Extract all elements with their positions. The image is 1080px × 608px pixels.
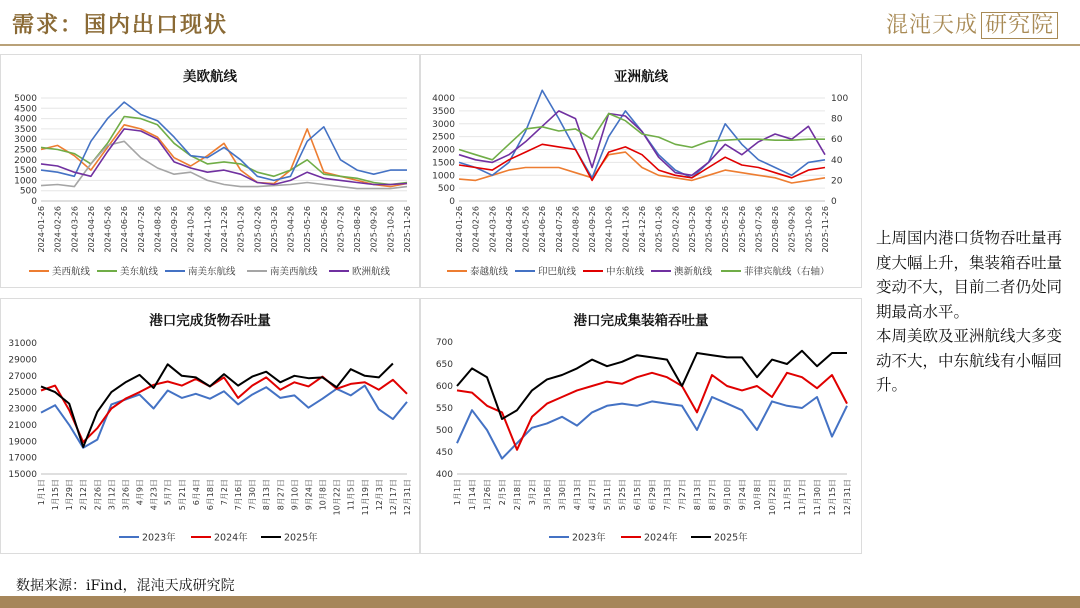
- x-tick-label: 5月7日: [163, 479, 173, 506]
- x-tick-label: 10月22日: [332, 479, 342, 516]
- chart-title: 港口完成集装箱吞吐量: [573, 313, 709, 329]
- x-tick-label: 2025-01-26: [654, 205, 664, 253]
- x-tick-label: 2月12日: [79, 479, 89, 511]
- x-tick-label: 2025-06-26: [319, 206, 329, 253]
- brand-name: 混沌天成: [885, 13, 978, 38]
- x-tick-label: 11月30日: [813, 479, 822, 516]
- legend-label: 澳新航线: [674, 266, 713, 278]
- x-tick-label: 11月19日: [360, 479, 370, 516]
- x-tick-label: 2024-04-26: [504, 206, 514, 253]
- x-tick-label: 5月11日: [603, 479, 612, 511]
- x-tick-label: 9月24日: [304, 479, 314, 511]
- x-tick-label: 1月1日: [453, 479, 462, 506]
- x-tick-label: 12月3日: [374, 479, 384, 511]
- series-line: [41, 364, 393, 448]
- y-tick-label: 550: [435, 404, 453, 414]
- x-tick-label: 11月5日: [346, 479, 356, 511]
- x-tick-label: 8月13日: [262, 479, 272, 511]
- chart-us-eu-routes: [1, 55, 419, 287]
- x-tick-label: 2024-11-26: [621, 206, 631, 253]
- chart-panel-us-eu: [0, 54, 420, 288]
- y2-tick-label: 60: [831, 135, 843, 146]
- legend-label: 2024年: [214, 532, 248, 544]
- legend-label: 2025年: [714, 532, 748, 544]
- y-tick-label: 450: [435, 448, 453, 458]
- x-tick-label: 3月12日: [107, 479, 117, 511]
- y-tick-label: 2000: [14, 155, 37, 166]
- y-tick-label: 1500: [432, 158, 455, 169]
- chart-port-container-throughput: [421, 299, 861, 553]
- brand-box: 研究院: [981, 12, 1058, 39]
- legend-label: 印巴航线: [538, 266, 577, 278]
- y-tick-label: 4000: [432, 94, 455, 104]
- x-tick-label: 2024-11-26: [203, 206, 213, 253]
- chart-panel-asia: [420, 54, 862, 288]
- x-tick-label: 1月1日: [37, 479, 46, 506]
- x-tick-label: 8月27日: [276, 479, 286, 511]
- x-tick-label: 2025-01-26: [236, 205, 246, 253]
- y-tick-label: 3500: [14, 124, 37, 135]
- footer-bar: [0, 596, 1080, 608]
- x-tick-label: 4月23日: [149, 479, 159, 511]
- x-tick-label: 6月18日: [205, 479, 215, 511]
- x-tick-label: 2月26日: [93, 479, 103, 511]
- x-tick-label: 1月14日: [468, 479, 477, 511]
- chart-asia-routes: [421, 55, 861, 287]
- x-tick-label: 9月24日: [738, 479, 747, 511]
- x-tick-label: 2025-09-26: [369, 206, 379, 253]
- x-tick-label: 8月27日: [708, 479, 717, 511]
- x-tick-label: 2024-10-26: [604, 206, 614, 253]
- legend-label: 欧洲航线: [352, 266, 391, 278]
- x-tick-label: 6月4日: [191, 479, 201, 506]
- y-tick-label: 700: [435, 338, 453, 348]
- y-tick-label: 3000: [432, 119, 455, 130]
- y-tick-label: 500: [435, 426, 453, 436]
- x-tick-label: 4月9日: [135, 479, 145, 506]
- x-tick-label: 2024-07-26: [136, 206, 146, 253]
- x-tick-label: 2025-06-26: [737, 206, 747, 253]
- x-tick-label: 9月10日: [290, 479, 300, 511]
- y-tick-label: 1000: [432, 171, 455, 182]
- x-tick-label: 10月22日: [768, 479, 777, 516]
- series-line: [41, 377, 407, 443]
- x-tick-label: 2024-06-26: [120, 206, 130, 253]
- y-tick-label: 25000: [8, 388, 37, 399]
- y-tick-label: 17000: [8, 453, 37, 464]
- y2-tick-label: 40: [831, 155, 843, 166]
- chart-panel-cargo: [0, 298, 420, 554]
- y2-tick-label: 80: [831, 114, 843, 125]
- legend-label: 美西航线: [52, 266, 91, 278]
- x-tick-label: 2024-05-26: [103, 206, 113, 253]
- x-tick-label: 4月13日: [573, 479, 582, 511]
- x-tick-label: 9月10日: [723, 479, 732, 511]
- x-tick-label: 5月21日: [177, 479, 187, 511]
- x-tick-label: 3月2日: [528, 479, 537, 506]
- legend-label: 2025年: [284, 532, 318, 544]
- x-tick-label: 2025-04-26: [286, 206, 296, 253]
- x-tick-label: 2025-05-26: [303, 206, 313, 253]
- y-tick-label: 0: [31, 197, 37, 207]
- x-tick-label: 2025-04-26: [704, 206, 714, 253]
- x-tick-label: 2025-08-26: [771, 206, 781, 253]
- x-tick-label: 4月27日: [588, 479, 597, 511]
- y-tick-label: 5000: [14, 94, 37, 104]
- y-tick-label: 500: [19, 186, 37, 197]
- x-tick-label: 2月5日: [498, 479, 507, 506]
- x-tick-label: 2025-02-26: [671, 205, 681, 253]
- y2-tick-label: 0: [831, 197, 837, 207]
- x-tick-label: 2024-03-26: [70, 206, 80, 253]
- y-tick-label: 1500: [14, 166, 37, 177]
- y-tick-label: 3500: [432, 106, 455, 117]
- x-tick-label: 2月18日: [513, 479, 522, 511]
- x-tick-label: 2024-07-26: [554, 206, 564, 253]
- x-tick-label: 2024-10-26: [186, 206, 196, 253]
- data-source: 数据来源：iFind，混沌天成研究院: [16, 578, 235, 594]
- y-tick-label: 29000: [8, 355, 37, 366]
- y2-tick-label: 20: [831, 176, 843, 187]
- x-tick-label: 2024-02-26: [471, 206, 481, 253]
- commentary-paragraph-2: 本周美欧及亚洲航线大多变动不大，中东航线有小幅回升。: [876, 327, 1063, 394]
- x-tick-label: 2024-05-26: [521, 206, 531, 253]
- x-tick-label: 2024-09-26: [588, 206, 598, 253]
- y-tick-label: 4500: [14, 104, 37, 115]
- x-tick-label: 7月27日: [678, 479, 687, 511]
- x-tick-label: 8月13日: [693, 479, 702, 511]
- y-tick-label: 15000: [8, 470, 37, 480]
- x-tick-label: 1月15日: [51, 479, 61, 511]
- series-line: [457, 397, 847, 459]
- x-tick-label: 2025-07-26: [336, 206, 346, 253]
- legend-label: 美东航线: [120, 266, 159, 278]
- y-tick-label: 2500: [14, 145, 37, 156]
- x-tick-label: 2024-09-26: [170, 206, 180, 253]
- x-tick-label: 2025-08-26: [353, 206, 363, 253]
- x-tick-label: 12月15日: [828, 479, 837, 516]
- y-tick-label: 0: [449, 197, 455, 207]
- x-tick-label: 2025-11-26: [821, 206, 830, 253]
- x-tick-label: 10月8日: [753, 479, 762, 511]
- y-tick-label: 19000: [8, 437, 37, 448]
- legend-label: 南美西航线: [270, 266, 318, 278]
- chart-panel-container: [420, 298, 862, 554]
- brand-logo: [886, 8, 1058, 39]
- y-tick-label: 400: [435, 470, 453, 480]
- x-tick-label: 2024-08-26: [571, 206, 581, 253]
- legend-label: 菲律宾航线（右轴）: [744, 266, 830, 278]
- x-tick-label: 2025-03-26: [687, 206, 697, 253]
- x-tick-label: 11月17日: [798, 479, 807, 516]
- x-tick-label: 7月30日: [248, 479, 258, 511]
- chart-title: 亚洲航线: [614, 69, 668, 85]
- y-tick-label: 21000: [8, 420, 37, 431]
- x-tick-label: 2024-12-26: [220, 206, 229, 253]
- chart-title: 美欧航线: [183, 69, 237, 85]
- series-line: [457, 351, 847, 419]
- y2-tick-label: 100: [831, 94, 849, 104]
- commentary: [876, 226, 1066, 398]
- legend-label: 中东航线: [606, 266, 645, 278]
- x-tick-label: 3月16日: [543, 479, 552, 511]
- x-tick-label: 2025-05-26: [721, 206, 731, 253]
- x-tick-label: 2025-11-26: [403, 206, 412, 253]
- y-tick-label: 23000: [8, 404, 37, 415]
- x-tick-label: 2024-03-26: [488, 206, 498, 253]
- x-tick-label: 5月25日: [618, 479, 627, 511]
- legend-label: 南美东航线: [188, 266, 236, 278]
- y-tick-label: 1000: [14, 176, 37, 187]
- header-divider: [0, 44, 1080, 46]
- legend-label: 2024年: [644, 532, 678, 544]
- x-tick-label: 6月29日: [648, 479, 657, 511]
- y-tick-label: 27000: [8, 371, 37, 382]
- chart-port-cargo-throughput: [1, 299, 419, 553]
- y-tick-label: 2000: [432, 145, 455, 156]
- x-tick-label: 2025-10-26: [804, 206, 814, 253]
- x-tick-label: 2024-06-26: [538, 206, 548, 253]
- x-tick-label: 2025-02-26: [253, 206, 263, 253]
- x-tick-label: 11月5日: [783, 479, 792, 511]
- y-tick-label: 500: [437, 184, 455, 195]
- x-tick-label: 2024-12-26: [638, 206, 647, 253]
- x-tick-label: 7月13日: [663, 479, 672, 511]
- commentary-paragraph-1: 上周国内港口货物吞吐量再度大幅上升，集装箱吞吐量变动不大，目前二者仍处同期最高水平。: [876, 229, 1063, 321]
- page-title: 需求：国内出口现状: [12, 12, 229, 38]
- y-tick-label: 2500: [432, 132, 455, 143]
- series-line: [41, 117, 407, 185]
- y-tick-label: 600: [435, 382, 453, 392]
- y-tick-label: 3000: [14, 135, 37, 146]
- y-tick-label: 650: [435, 360, 453, 370]
- x-tick-label: 2025-07-26: [754, 206, 764, 253]
- x-tick-label: 12月31日: [403, 479, 412, 516]
- x-tick-label: 2024-02-26: [53, 206, 63, 253]
- chart-title: 港口完成货物吞吐量: [149, 313, 271, 329]
- x-tick-label: 2024-08-26: [153, 206, 163, 253]
- x-tick-label: 2025-03-26: [269, 206, 279, 253]
- x-tick-label: 2024-01-26: [455, 206, 464, 253]
- legend-label: 2023年: [142, 532, 176, 544]
- x-tick-label: 12月31日: [843, 479, 852, 516]
- legend-label: 2023年: [572, 532, 606, 544]
- legend-label: 泰越航线: [470, 266, 509, 278]
- x-tick-label: 2025-10-26: [386, 206, 396, 253]
- x-tick-label: 10月8日: [318, 479, 328, 511]
- x-tick-label: 7月16日: [234, 479, 244, 511]
- x-tick-label: 7月2日: [220, 479, 229, 506]
- x-tick-label: 2024-01-26: [37, 206, 46, 253]
- y-tick-label: 4000: [14, 114, 37, 125]
- x-tick-label: 1月29日: [65, 479, 75, 511]
- y-tick-label: 31000: [8, 339, 37, 349]
- x-tick-label: 12月17日: [388, 479, 398, 516]
- x-tick-label: 2025-09-26: [787, 206, 797, 253]
- x-tick-label: 3月26日: [121, 479, 131, 511]
- x-tick-label: 6月15日: [633, 479, 642, 511]
- x-tick-label: 3月30日: [558, 479, 567, 511]
- x-tick-label: 2024-04-26: [86, 206, 96, 253]
- x-tick-label: 1月26日: [483, 479, 492, 511]
